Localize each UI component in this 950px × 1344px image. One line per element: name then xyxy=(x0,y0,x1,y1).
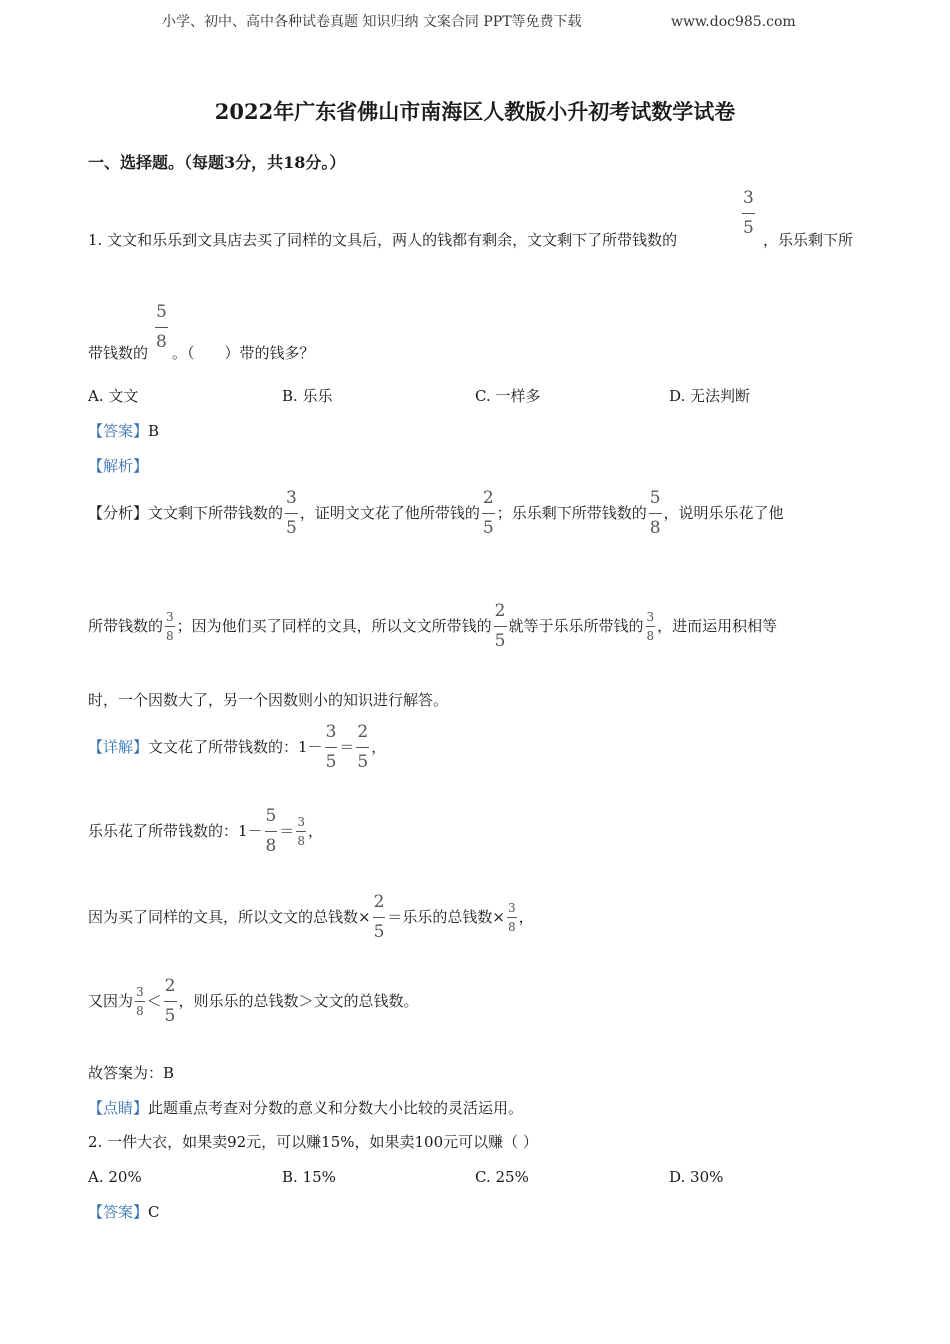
q1-option-c[interactable]: C. 一样多 xyxy=(475,387,541,405)
q2-answer: 【答案】C xyxy=(88,1203,160,1221)
q1-frac2: $\frac{5}{8}$ xyxy=(156,302,167,352)
q2-option-a[interactable]: A. 20% xyxy=(88,1168,142,1186)
page-title: 2022年广东省佛山市南海区人教版小升初考试数学试卷 xyxy=(214,99,736,124)
q1-line1: 1. 文文和乐乐到文具店去买了同样的文具后，两人的钱都有剩余，文文剩下了所带钱数的 xyxy=(88,231,678,249)
q1-xiangjie-line1: 【详解】 文文花了所带钱数的：1－ $\frac{3}{5}$ ＝ $\frac{2}{5}$ ， xyxy=(88,722,387,772)
q1-option-b[interactable]: B. 乐乐 xyxy=(282,387,333,405)
q1-option-a[interactable]: A. 文文 xyxy=(88,387,139,405)
q1-fenxi-line1: 【分析】 文文剩下所带钱数的 $\frac{3}{5}$ ，证明文文花了他所带钱的 $\frac{2}{5}$ ；乐乐剩下所带钱数的 $\frac{5}{8}$ ，说明乐乐花了他 xyxy=(88,488,784,538)
q2-option-d[interactable]: D. 30% xyxy=(669,1168,724,1186)
q1-frac1: $\frac{3}{5}$ xyxy=(743,188,754,238)
q1-analysis-tag: 【解析】 xyxy=(88,457,149,475)
q1-fenxi-line3: 时，一个因数大了，另一个因数则小的知识进行解答。 xyxy=(88,691,449,709)
q1-option-d[interactable]: D. 无法判断 xyxy=(669,387,751,405)
q1-line1-end: ，乐乐剩下所 xyxy=(763,231,854,249)
q1-answer: 【答案】B xyxy=(88,422,160,440)
q1-xiangjie-line4: 又因为 $\frac{3}{8}$ ＜ $\frac{2}{5}$ ，则乐乐的总钱数＞文文的总钱数。 xyxy=(88,976,419,1026)
q1-xiangjie-line2: 乐乐花了所带钱数的：1－ $\frac{5}{8}$ ＝ $\frac{3}{8}$ ， xyxy=(88,806,324,856)
q1-line2-start: 带钱数的 xyxy=(88,344,149,362)
q1-dianjing: 【点睛】此题重点考查对分数的意义和分数大小比较的灵活运用。 xyxy=(88,1099,524,1117)
q2-option-b[interactable]: B. 15% xyxy=(282,1168,336,1186)
header-text: 小学、初中、高中各种试卷真题 知识归纳 文案合同 PPT等免费下载 xyxy=(162,14,582,30)
q1-fenxi-line2: 所带钱数的 $\frac{3}{8}$ ；因为他们买了同样的文具，所以文文所带钱的 $\frac{2}{5}$ 就等于乐乐所带钱的 $\frac{3}{8}$ ，进而运用积相等 xyxy=(88,601,778,651)
q1-conclusion: 故答案为：B xyxy=(88,1064,175,1082)
header-url[interactable]: www.doc985.com xyxy=(671,14,796,30)
q1-line2-end: 。（ ）带的钱多？ xyxy=(172,344,315,362)
q1-xiangjie-line3: 因为买了同样的文具，所以文文的总钱数× $\frac{2}{5}$ ＝乐乐的总钱数× $\frac{3}{8}$ ， xyxy=(88,892,534,942)
q2-option-c[interactable]: C. 25% xyxy=(475,1168,529,1186)
section-heading: 一、选择题。（每题3分，共18分。） xyxy=(88,153,346,172)
q2-question: 2. 一件大衣，如果卖92元，可以赚15%，如果卖100元可以赚（ ） xyxy=(88,1133,538,1151)
